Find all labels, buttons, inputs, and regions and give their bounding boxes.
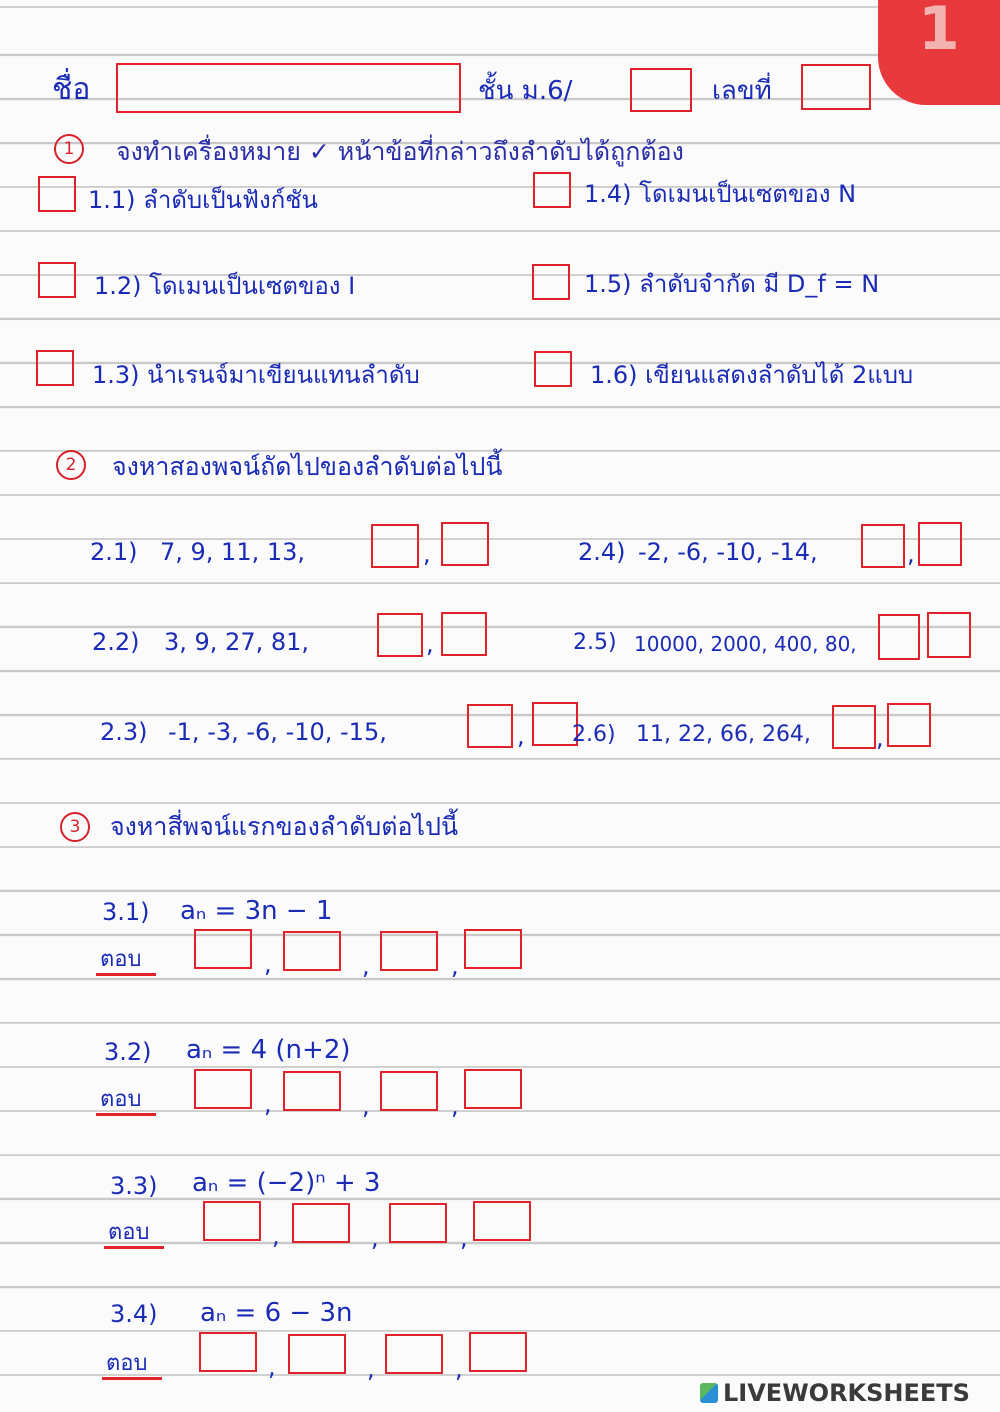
comma: , (460, 1224, 468, 1252)
item-3-3-label: 3.3) (110, 1172, 158, 1200)
comma: , (423, 540, 431, 568)
comma: , (907, 540, 915, 568)
item-1-5: 1.5) ลำดับจำกัด มี D_f = N (584, 270, 880, 298)
item-2-2-sequence: 3, 9, 27, 81, (164, 628, 310, 656)
item-2-6-label: 2.6) (572, 722, 616, 747)
item-2-4-label: 2.4) (578, 538, 626, 566)
answer-underline (104, 1246, 164, 1249)
item-1-6: 1.6) เขียนแสดงลำดับได้ 2แบบ (590, 361, 914, 389)
item-3-1-formula: aₙ = 3n − 1 (180, 896, 333, 926)
answer-2-2-b[interactable] (441, 612, 487, 656)
comma: , (426, 630, 434, 658)
comma: , (272, 1222, 280, 1250)
comma: , (517, 722, 525, 750)
answer-2-1-b[interactable] (441, 522, 489, 566)
comma: , (264, 950, 272, 978)
comma: , (362, 952, 370, 980)
comma: , (876, 724, 884, 752)
answer-3-3-b[interactable] (292, 1203, 350, 1243)
page-number: 1 (918, 0, 960, 64)
answer-2-4-a[interactable] (861, 524, 905, 568)
answer-2-4-b[interactable] (918, 522, 962, 566)
section-3-instruction: จงหาสี่พจน์แรกของลำดับต่อไปนี้ (110, 812, 459, 841)
answer-2-6-b[interactable] (887, 703, 931, 747)
item-2-3-label: 2.3) (100, 718, 148, 746)
checkbox-1-4[interactable] (533, 172, 571, 208)
answer-label: ตอบ (108, 1220, 150, 1245)
checkbox-1-5[interactable] (532, 264, 570, 300)
item-3-2-formula: aₙ = 4 (n+2) (186, 1035, 351, 1065)
answer-2-6-a[interactable] (832, 705, 876, 749)
page-number-badge (878, 0, 1000, 105)
comma: , (451, 1092, 459, 1120)
comma: , (268, 1353, 276, 1381)
answer-2-3-a[interactable] (467, 704, 513, 748)
answer-label: ตอบ (106, 1351, 148, 1376)
answer-2-1-a[interactable] (371, 524, 419, 568)
item-1-2: 1.2) โดเมนเป็นเซตของ I (94, 272, 356, 300)
comma: , (362, 1092, 370, 1120)
liveworksheets-mark-icon (700, 1383, 718, 1403)
comma: , (367, 1355, 375, 1383)
answer-2-5-a[interactable] (878, 614, 920, 660)
item-3-1-label: 3.1) (102, 898, 150, 926)
section-3-number: 3 (60, 812, 90, 842)
answer-3-3-c[interactable] (389, 1203, 447, 1243)
answer-3-2-b[interactable] (283, 1071, 341, 1111)
item-3-4-label: 3.4) (110, 1300, 158, 1328)
answer-2-2-a[interactable] (377, 613, 423, 657)
answer-3-4-d[interactable] (469, 1332, 527, 1372)
comma: , (451, 952, 459, 980)
section-1-instruction: จงทำเครื่องหมาย ✓ หน้าข้อที่กล่าวถึงลำดับได้ถูกต้อง (116, 137, 684, 166)
comma: , (371, 1224, 379, 1252)
answer-3-2-a[interactable] (194, 1069, 252, 1109)
item-2-5-label: 2.5) (573, 630, 617, 655)
item-2-3-sequence: -1, -3, -6, -10, -15, (168, 718, 387, 746)
class-label: ชั้น ม.6/ (478, 76, 573, 106)
answer-label: ตอบ (100, 947, 142, 972)
class-input-box[interactable] (630, 68, 692, 112)
answer-3-1-a[interactable] (194, 929, 252, 969)
section-2-instruction: จงหาสองพจน์ถัดไปของลำดับต่อไปนี้ (112, 452, 503, 481)
item-2-2-label: 2.2) (92, 628, 140, 656)
answer-3-1-c[interactable] (380, 931, 438, 971)
item-2-5-sequence: 10000, 2000, 400, 80, (634, 632, 857, 656)
item-1-1: 1.1) ลำดับเป็นฟังก์ชัน (88, 186, 318, 214)
answer-label: ตอบ (100, 1087, 142, 1112)
item-2-1-label: 2.1) (90, 538, 138, 566)
name-input-box[interactable] (116, 63, 461, 113)
answer-3-4-a[interactable] (199, 1332, 257, 1372)
item-2-6-sequence: 11, 22, 66, 264, (636, 722, 811, 747)
checkbox-1-6[interactable] (534, 351, 572, 387)
checkbox-1-2[interactable] (38, 262, 76, 298)
item-2-4-sequence: -2, -6, -10, -14, (638, 538, 818, 566)
answer-3-2-c[interactable] (380, 1071, 438, 1111)
answer-3-1-d[interactable] (464, 929, 522, 969)
answer-underline (96, 973, 156, 976)
answer-underline (102, 1377, 162, 1380)
item-3-2-label: 3.2) (104, 1038, 152, 1066)
answer-3-4-c[interactable] (385, 1334, 443, 1374)
section-1-number: 1 (54, 134, 84, 164)
comma: , (264, 1090, 272, 1118)
answer-underline (96, 1113, 156, 1116)
liveworksheets-logo (700, 1378, 970, 1408)
answer-3-1-b[interactable] (283, 931, 341, 971)
answer-3-3-a[interactable] (203, 1201, 261, 1241)
student-number-input-box[interactable] (801, 64, 871, 110)
answer-3-2-d[interactable] (464, 1069, 522, 1109)
comma: , (455, 1355, 463, 1383)
section-2-number: 2 (56, 450, 86, 480)
answer-3-3-d[interactable] (473, 1201, 531, 1241)
item-2-1-sequence: 7, 9, 11, 13, (160, 538, 306, 566)
number-label: เลขที่ (712, 76, 772, 106)
checkbox-1-3[interactable] (36, 350, 74, 386)
item-1-3: 1.3) นำเรนจ์มาเขียนแทนลำดับ (92, 361, 420, 389)
checkbox-1-1[interactable] (38, 176, 76, 212)
item-3-4-formula: aₙ = 6 − 3n (200, 1298, 353, 1328)
item-1-4: 1.4) โดเมนเป็นเซตของ N (584, 180, 857, 208)
answer-2-5-b[interactable] (927, 612, 971, 658)
brand-text: LIVEWORKSHEETS (723, 1379, 970, 1407)
name-label: ชื่อ (52, 72, 91, 107)
item-3-3-formula: aₙ = (−2)ⁿ + 3 (192, 1168, 381, 1198)
answer-3-4-b[interactable] (288, 1334, 346, 1374)
